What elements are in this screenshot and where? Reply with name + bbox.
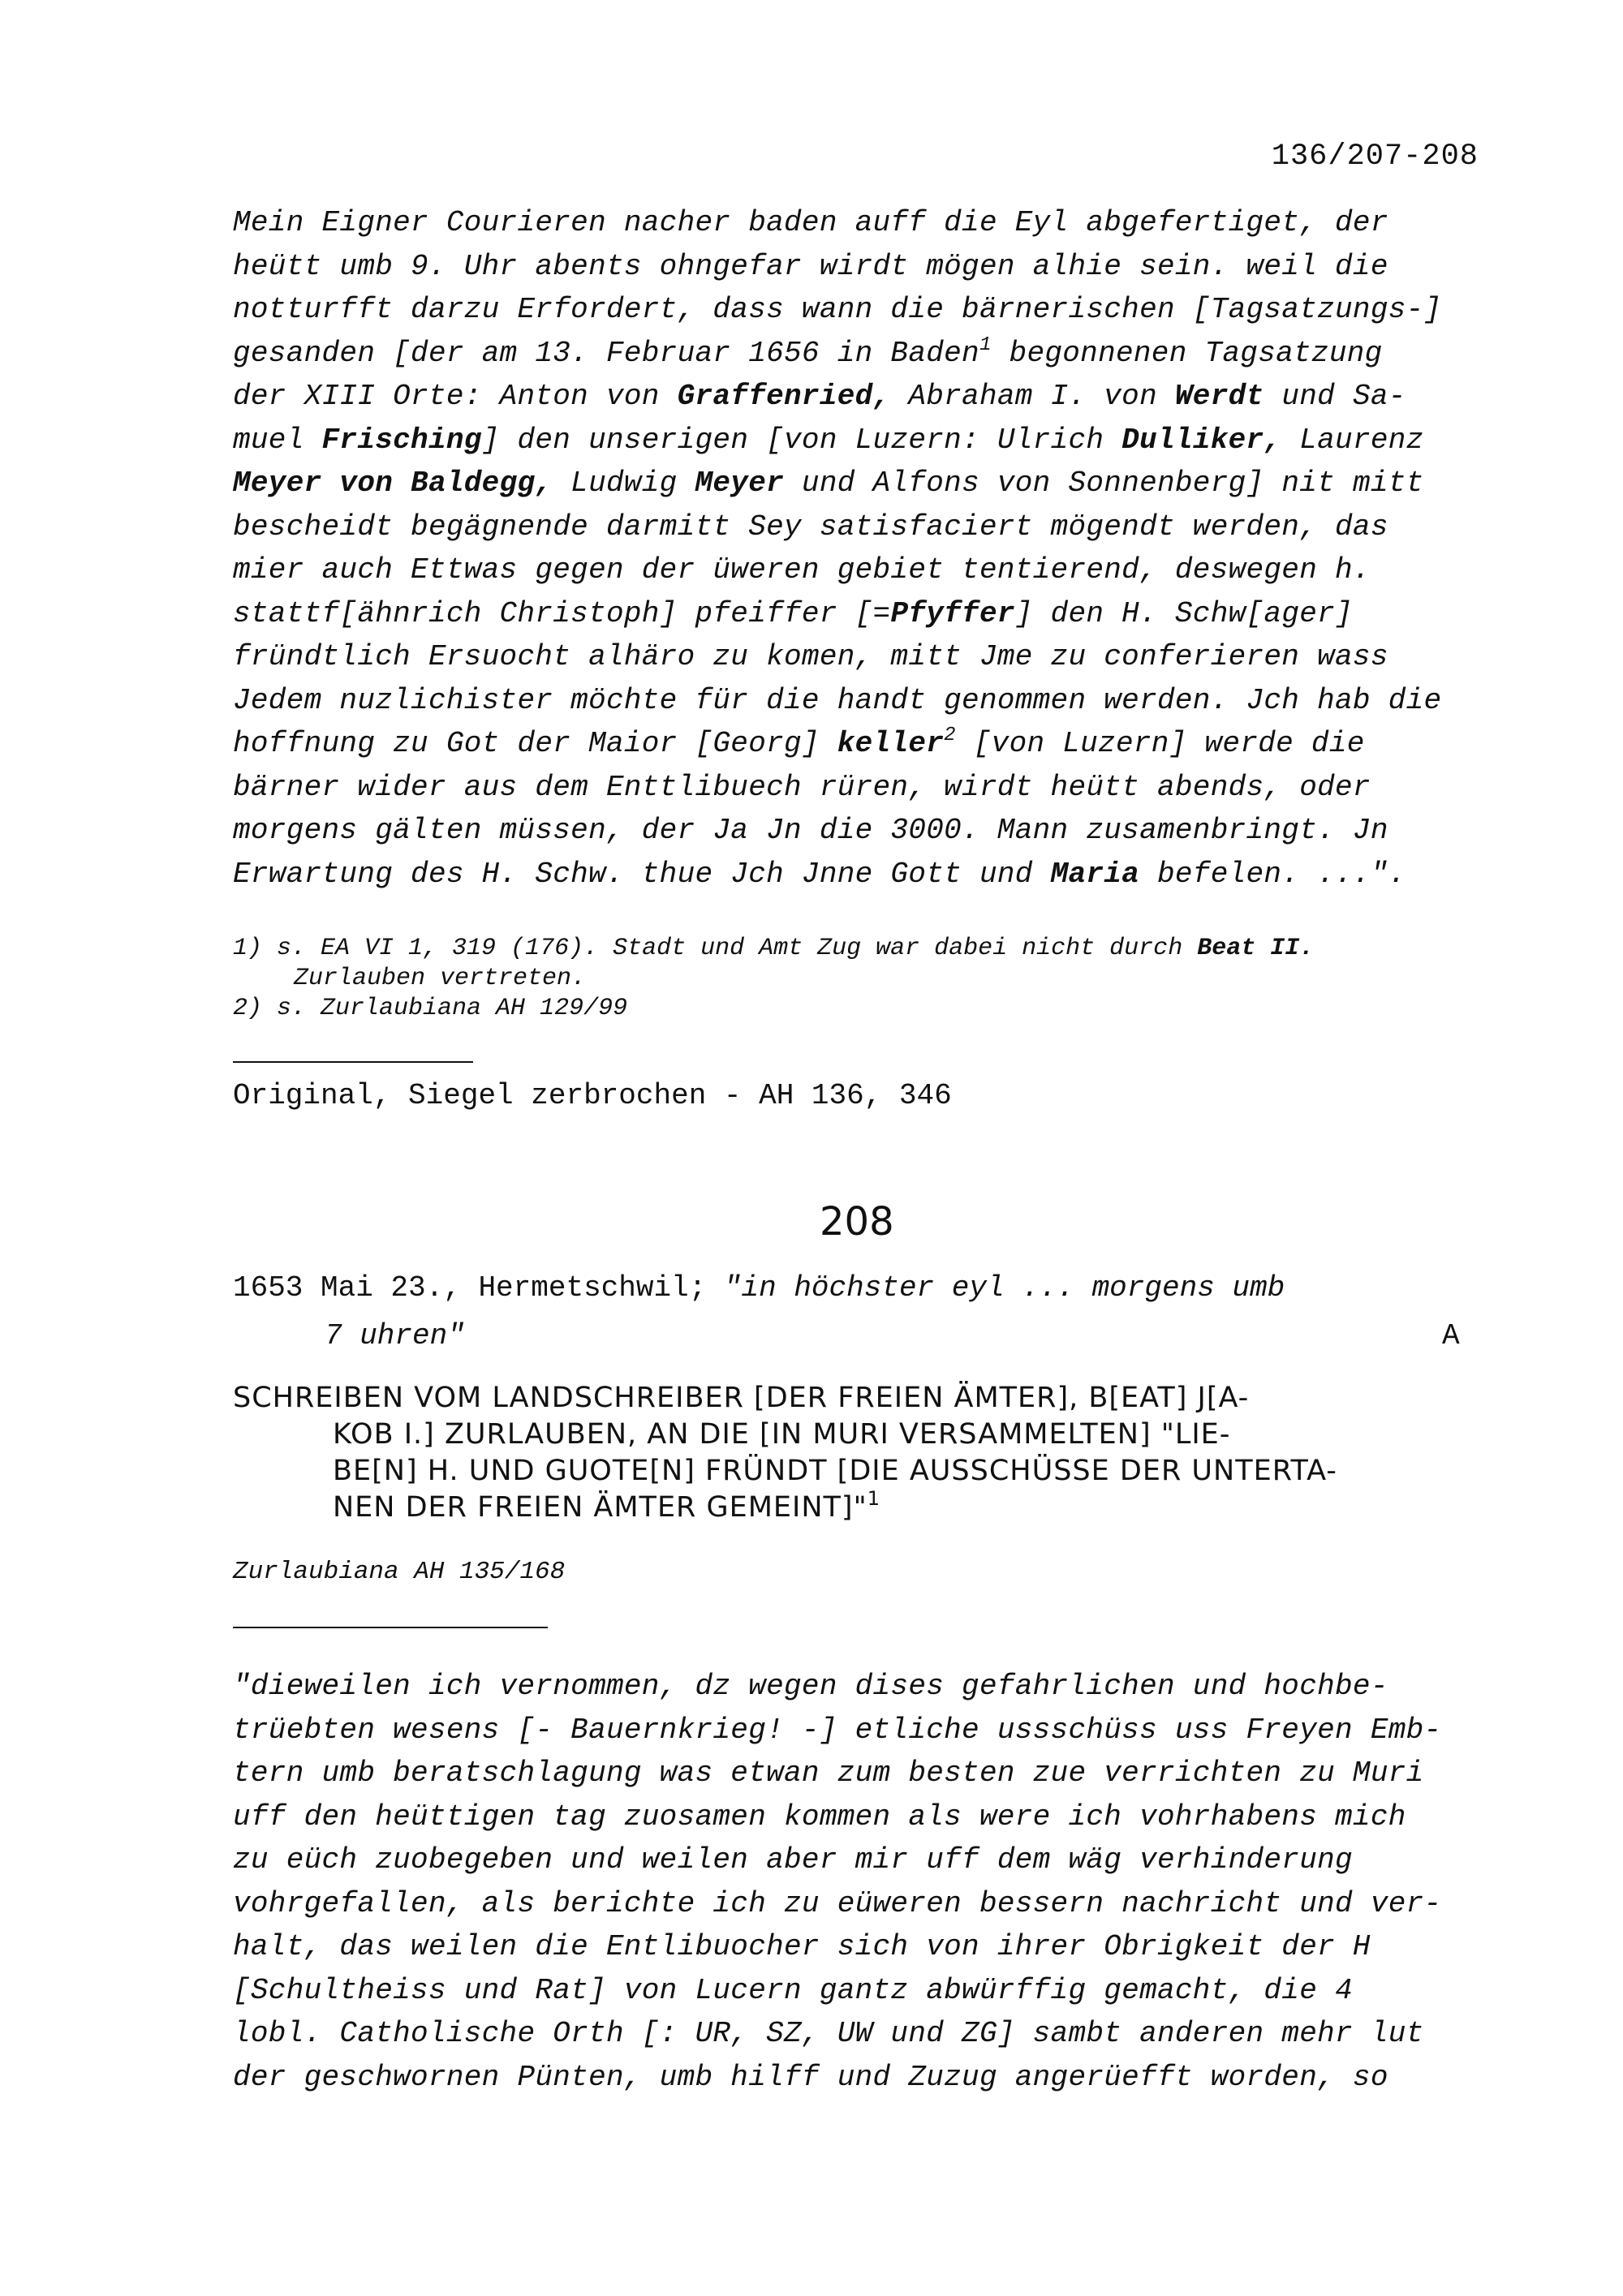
text-segment: Erwartung des H. Schw. thue Jch Jnne Gott und bbox=[233, 857, 1051, 891]
heading-line bbox=[333, 1487, 880, 1524]
text-line bbox=[233, 2017, 1424, 2050]
footnote-marker: 1 bbox=[979, 333, 992, 356]
document-class-letter: A bbox=[1442, 1319, 1460, 1352]
text-line bbox=[233, 935, 1314, 962]
text-segment: Zurlauben vertreten. bbox=[294, 965, 587, 992]
date-place: 1653 Mai 23., Hermetschwil; bbox=[233, 1271, 724, 1305]
text-line bbox=[233, 814, 1388, 847]
text-segment: und Sa- bbox=[1264, 380, 1406, 413]
text-segment: Jedem nuzlichister möchte für die handt genommen werden. Jch hab die bbox=[233, 683, 1442, 717]
date-place-line bbox=[233, 1271, 1285, 1305]
text-line bbox=[233, 1843, 1353, 1877]
text-line bbox=[233, 724, 1365, 760]
text-line bbox=[233, 1974, 1353, 2007]
heading-line: KOB I.] ZURLAUBEN, AN DIE [IN MURI VERSAMMELTEN] "LIE- bbox=[333, 1418, 1231, 1451]
text-line bbox=[233, 1887, 1441, 1920]
text-segment: [von Luzern] werde die bbox=[955, 727, 1365, 760]
text-segment: uff den heüttigen tag zuosamen kommen als were ich vohrhabens mich bbox=[233, 1799, 1406, 1834]
name-emphasis: Beat II. bbox=[1197, 935, 1315, 962]
text-line bbox=[233, 1756, 1424, 1790]
heading-line: SCHREIBEN VOM LANDSCHREIBER [DER FREIEN ÄMTER], B[EAT] J[A- bbox=[233, 1382, 1250, 1414]
text-line bbox=[233, 510, 1388, 544]
text-line bbox=[233, 1713, 1441, 1747]
text-line bbox=[233, 771, 1371, 804]
text-line bbox=[233, 858, 1406, 891]
section-rule bbox=[233, 1627, 548, 1628]
name-emphasis: Frisching bbox=[321, 423, 482, 457]
footnote-marker: 2 bbox=[944, 724, 956, 746]
text-segment: begonnenen Tagsatzung bbox=[991, 336, 1383, 370]
footnote-marker: 1 bbox=[867, 1487, 880, 1510]
name-emphasis: Werdt bbox=[1174, 380, 1264, 413]
date-quote: "in höchster eyl ... morgens umb bbox=[723, 1271, 1285, 1305]
text-line bbox=[233, 684, 1441, 717]
text-segment: [Schultheiss und Rat] von Lucern gantz abwürffig gemacht, die 4 bbox=[233, 1973, 1353, 2007]
text-segment: 2) s. Zurlaubiana AH 129/99 bbox=[233, 995, 628, 1022]
text-line bbox=[233, 424, 1424, 457]
text-line bbox=[233, 333, 1383, 370]
text-segment: der geschwornen Pünten, umb hilff und Zuzug angerüefft worden, so bbox=[233, 2060, 1388, 2094]
text-segment: morgens gälten müssen, der Ja Jn die 3000. Mann zusamenbringt. Jn bbox=[233, 814, 1388, 847]
text-segment: stattf[ähnrich Christoph] pfeiffer [= bbox=[233, 596, 891, 630]
text-segment: Mein Eigner Courieren nacher baden auff die Eyl abgefertiget, der bbox=[233, 206, 1388, 239]
page-reference: 136/207-208 bbox=[1271, 140, 1479, 174]
name-emphasis: Maria bbox=[1050, 857, 1140, 891]
name-emphasis: Pfyffer bbox=[890, 596, 1015, 630]
text-line bbox=[233, 293, 1441, 326]
text-segment: notturfft darzu Erfordert, dass wann die bärnerischen [Tagsatzungs-] bbox=[233, 293, 1442, 326]
text-segment: 1) s. EA VI 1, 319 (176). Stadt und Amt Zug war dabei nicht durch bbox=[233, 935, 1198, 962]
text-segment: gesanden [der am 13. Februar 1656 in Baden bbox=[233, 336, 979, 370]
text-segment: Laurenz bbox=[1281, 423, 1424, 457]
text-segment: Ludwig bbox=[553, 467, 695, 500]
text-line bbox=[294, 965, 586, 992]
text-line bbox=[233, 995, 627, 1022]
text-segment: tern umb beratschlagung was etwan zum besten zue verrichten zu Muri bbox=[233, 1756, 1424, 1790]
text-segment: fründtlich Ersuocht alhäro zu komen, mitt Jme zu conferieren wass bbox=[233, 640, 1388, 673]
text-line bbox=[233, 250, 1388, 283]
text-segment: befelen. ...". bbox=[1139, 857, 1406, 891]
text-line bbox=[233, 380, 1406, 413]
text-segment: hoffnung zu Got der Maior [Georg] bbox=[233, 727, 837, 760]
text-segment: bärner wider aus dem Enttlibuech rüren, wirdt heütt abends, oder bbox=[233, 770, 1371, 804]
text-segment: zu eüch zuobegeben und weilen aber mir uff dem wäg verhinderung bbox=[233, 1843, 1353, 1877]
date-quote-continued: 7 uhren" bbox=[325, 1319, 465, 1352]
text-line bbox=[233, 553, 1371, 587]
text-line bbox=[233, 640, 1388, 673]
text-segment: ] den unserigen [von Luzern: Ulrich bbox=[481, 423, 1122, 457]
source-line: Original, Siegel zerbrochen - AH 136, 346 bbox=[233, 1079, 952, 1112]
text-line bbox=[233, 467, 1424, 500]
name-emphasis: Graffenried, bbox=[677, 380, 891, 413]
text-line bbox=[233, 206, 1388, 239]
text-line bbox=[233, 1930, 1371, 1963]
archive-reference: Zurlaubiana AH 135/168 bbox=[233, 1558, 566, 1586]
text-segment: vohrgefallen, als berichte ich zu eüweren bessern nachricht und ver- bbox=[233, 1886, 1442, 1920]
text-segment: und Alfons von Sonnenberg] nit mitt bbox=[784, 467, 1424, 500]
text-segment: der XIII Orte: Anton von bbox=[233, 380, 678, 413]
text-segment: trüebten wesens [- Bauernkrieg! -] etliche ussschüss uss Freyen Emb- bbox=[233, 1713, 1442, 1747]
text-line bbox=[233, 2061, 1388, 2094]
text-segment: halt, das weilen die Entlibuocher sich von ihrer Obrigkeit der H bbox=[233, 1930, 1371, 1963]
name-emphasis: Dulliker, bbox=[1121, 423, 1282, 457]
heading-text: NEN DER FREIEN ÄMTER GEMEINT]" bbox=[333, 1491, 867, 1524]
heading-line: BE[N] H. UND GUOTE[N] FRÜNDT [DIE AUSSCHÜSSE DER UNTERTA- bbox=[333, 1455, 1337, 1487]
footnote-rule bbox=[233, 1061, 473, 1063]
document-number: 208 bbox=[820, 1199, 894, 1245]
name-emphasis: Meyer von Baldegg, bbox=[233, 467, 553, 500]
text-segment: Abraham I. von bbox=[890, 380, 1175, 413]
text-segment: bescheidt begägnende darmitt Sey satisfaciert mögendt werden, das bbox=[233, 510, 1388, 544]
text-line bbox=[233, 597, 1353, 630]
text-segment: heütt umb 9. Uhr abents ohngefar wirdt mögen alhie sein. weil die bbox=[233, 249, 1388, 283]
text-segment: ] den H. Schw[ager] bbox=[1014, 596, 1353, 630]
text-segment: lobl. Catholische Orth [: UR, SZ, UW und ZG] sambt anderen mehr lut bbox=[233, 2017, 1424, 2050]
text-segment: muel bbox=[233, 423, 322, 457]
text-segment: "dieweilen ich vernommen, dz wegen dises gefahrlichen und hochbe- bbox=[233, 1670, 1388, 1703]
name-emphasis: keller bbox=[837, 727, 945, 760]
text-line bbox=[233, 1800, 1406, 1834]
text-segment: mier auch Ettwas gegen der üweren gebiet tentierend, deswegen h. bbox=[233, 553, 1371, 587]
text-line bbox=[233, 1670, 1388, 1703]
name-emphasis: Meyer bbox=[695, 467, 785, 500]
